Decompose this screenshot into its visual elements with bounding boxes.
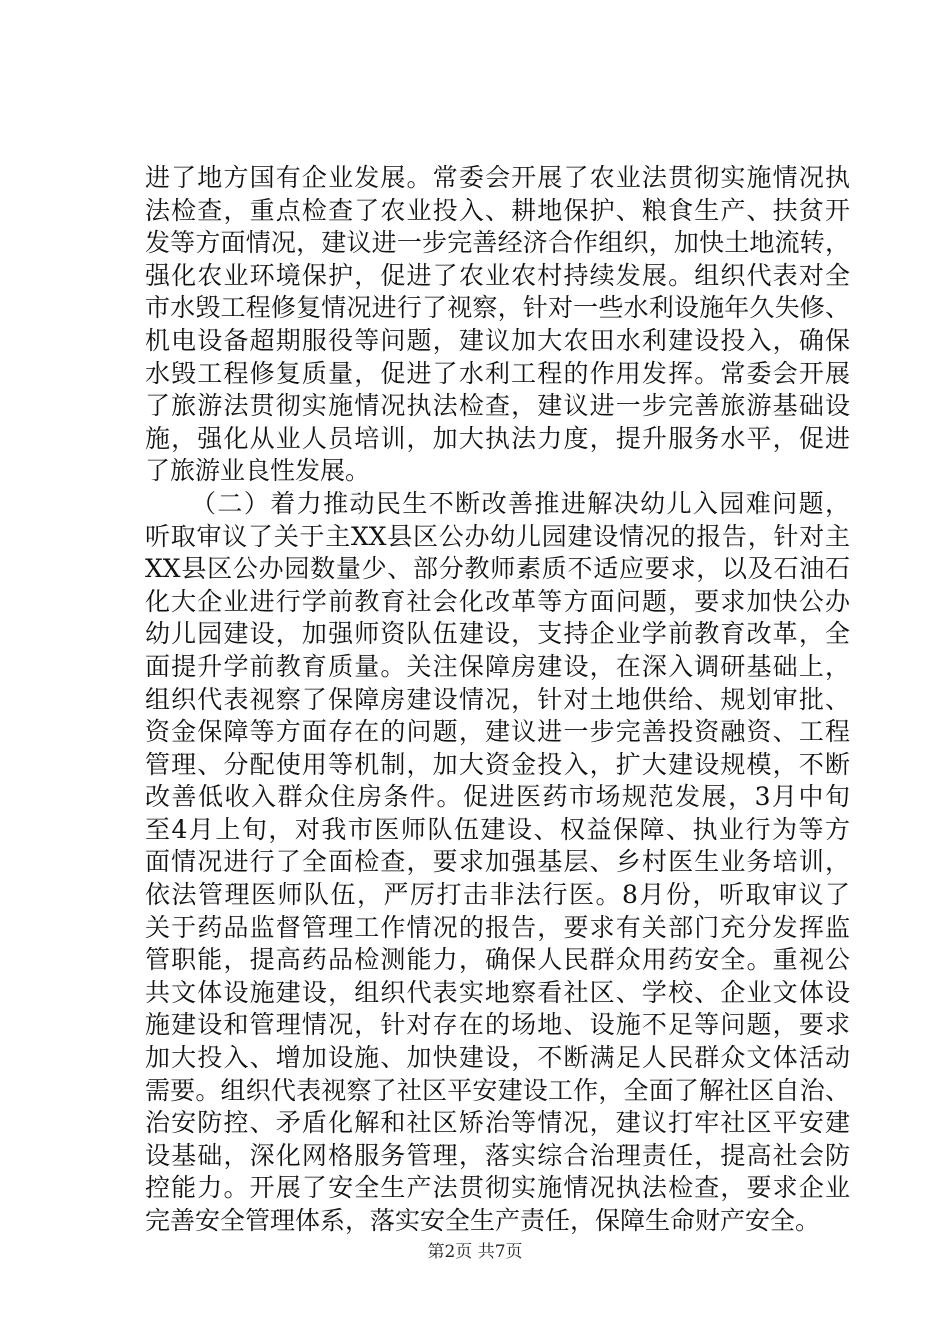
text-line: 水毁工程修复质量，促进了水利工程的作用发挥。常委会开展 bbox=[145, 358, 850, 388]
text-line: 共文体设施建设，组织代表实地察看社区、学校、企业文体设 bbox=[145, 977, 850, 1007]
text-line: 幼儿园建设，加强师资队伍建设，支持企业学前教育改革，全 bbox=[145, 619, 850, 649]
section-heading-line: （二）着力推动民生不断改善推进解决幼儿入园难问题， bbox=[191, 488, 850, 518]
text-line: 机电设备超期服役等问题，建议加大农田水利建设投入，确保 bbox=[145, 325, 850, 355]
text-line: 治安防控、矛盾化解和社区矫治等情况，建议打牢社区平安建 bbox=[145, 1108, 850, 1138]
text-line: 进了地方国有企业发展。常委会开展了农业法贯彻实施情况执 bbox=[145, 163, 850, 192]
text-line: 依法管理医师队伍，严厉打击非法行医。8月份，听取审议了 bbox=[145, 880, 850, 910]
text-line: 发等方面情况，建议进一步完善经济合作组织，加快土地流转， bbox=[145, 228, 850, 258]
paragraph-livelihood bbox=[145, 488, 850, 1238]
paragraph-agriculture-tourism bbox=[145, 162, 850, 488]
text-line: 需要。组织代表视察了社区平安建设工作，全面了解社区自治、 bbox=[145, 1075, 850, 1105]
text-line: 控能力。开展了安全生产法贯彻实施情况执法检查，要求企业 bbox=[145, 1173, 850, 1203]
text-line: 施建设和管理情况，针对存在的场地、设施不足等问题，要求 bbox=[145, 1010, 850, 1040]
document-body bbox=[145, 162, 850, 1238]
text-line: 关于药品监督管理工作情况的报告，要求有关部门充分发挥监 bbox=[145, 912, 850, 942]
text-line: 了旅游法贯彻实施情况执法检查，建议进一步完善旅游基础设 bbox=[145, 391, 850, 421]
text-line: 面提升学前教育质量。关注保障房建设，在深入调研基础上， bbox=[145, 651, 850, 681]
text-line: 了旅游业良性发展。 bbox=[145, 456, 371, 486]
text-line: 改善低收入群众住房条件。促进医药市场规范发展，3月中旬 bbox=[145, 782, 850, 812]
text-line: XX县区公办园数量少、部分教师素质不适应要求，以及石油石 bbox=[145, 554, 850, 584]
text-line: 管职能，提高药品检测能力，确保人民群众用药安全。重视公 bbox=[145, 945, 850, 975]
page-number-footer: 第2页 共7页 bbox=[427, 1242, 523, 1262]
text-line: 至4月上旬，对我市医师队伍建设、权益保障、执业行为等方 bbox=[145, 814, 850, 844]
text-line: 听取审议了关于主XX县区公办幼儿园建设情况的报告，针对主 bbox=[145, 521, 850, 551]
text-line: 法检查，重点检查了农业投入、耕地保护、粮食生产、扶贫开 bbox=[145, 195, 850, 225]
text-line: 面情况进行了全面检查，要求加强基层、乡村医生业务培训， bbox=[145, 847, 850, 877]
text-line: 设基础，深化网格服务管理，落实综合治理责任，提高社会防 bbox=[145, 1140, 850, 1170]
text-line: 施，强化从业人员培训，加大执法力度，提升服务水平，促进 bbox=[145, 423, 850, 453]
text-line: 组织代表视察了保障房建设情况，针对土地供给、规划审批、 bbox=[145, 684, 850, 714]
text-line: 市水毁工程修复情况进行了视察，针对一些水利设施年久失修、 bbox=[145, 293, 850, 323]
text-line: 资金保障等方面存在的问题，建议进一步完善投资融资、工程 bbox=[145, 717, 850, 747]
text-line: 管理、分配使用等机制，加大资金投入，扩大建设规模，不断 bbox=[145, 749, 850, 779]
text-line: 完善安全管理体系，落实安全生产责任，保障生命财产安全。 bbox=[145, 1206, 821, 1235]
text-line: 强化农业环境保护，促进了农业农村持续发展。组织代表对全 bbox=[145, 260, 850, 290]
text-line: 加大投入、增加设施、加快建设，不断满足人民群众文体活动 bbox=[145, 1043, 850, 1073]
text-line: 化大企业进行学前教育社会化改革等方面问题，要求加快公办 bbox=[145, 586, 850, 616]
